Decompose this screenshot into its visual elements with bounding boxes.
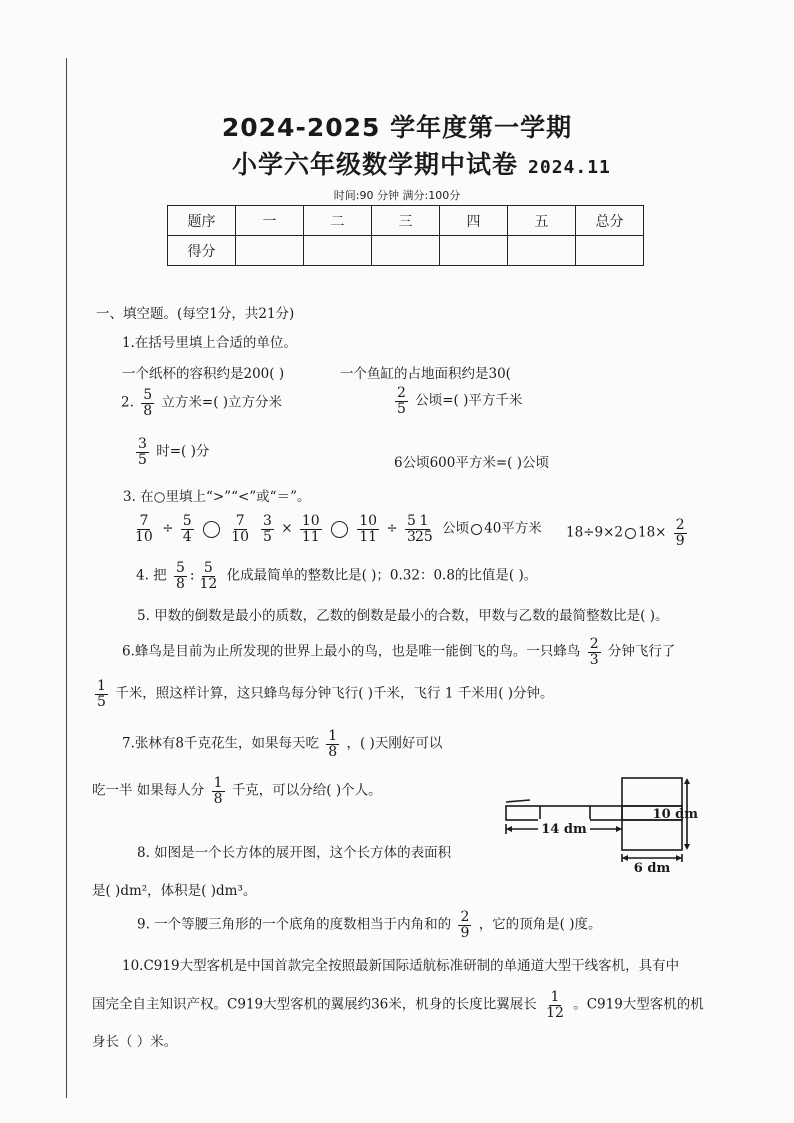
operator: ÷: [386, 520, 398, 537]
fraction: $\frac{1}{12}$: [546, 989, 564, 1021]
fraction: $\frac{5}{12}$: [199, 560, 218, 592]
q2-part-d: 6公顷600平方米=( )公顷: [394, 455, 549, 471]
expr-text: 18×: [637, 524, 667, 541]
q9: [137, 910, 602, 940]
fraction: $\frac{5}{4}$: [182, 513, 192, 545]
q2-part-c: [133, 437, 209, 467]
section-heading: 一、填空题。(每空1分，共21分): [96, 306, 295, 322]
fraction: $\frac{7}{10}$: [135, 513, 153, 545]
compare-circle[interactable]: [331, 521, 348, 538]
compare-circle[interactable]: [203, 521, 220, 538]
label-length: 14 dm: [541, 822, 587, 837]
q10-text: 。C919大型客机的机: [573, 996, 704, 1013]
q5: 5. 甲数的倒数是最小的质数，乙数的倒数是最小的合数，甲数与乙数的最简整数比是( )。: [137, 608, 669, 624]
score-table: [167, 205, 644, 266]
q6-text: 千米，照这样计算，这只蜂鸟每分钟飞行( )千米，飞行 1 千米用( )分钟。: [115, 685, 554, 702]
q2-number: 2.: [121, 394, 134, 411]
q6-text: 6.蜂鸟是目前为止所发现的世界上最小的鸟，也是唯一能倒飞的鸟。一只蜂鸟: [122, 643, 581, 660]
unit-text: 40平方米: [484, 520, 542, 537]
fraction: $\frac{5}{8}$: [175, 560, 185, 592]
q10-line3: 身长（ ）米。: [92, 1034, 178, 1050]
q2-text: 时=( )分: [156, 443, 210, 460]
q10-text: 国完全自主知识产权。C919大型客机的翼展约36米，机身的长度比翼展长: [92, 996, 537, 1013]
colon: :: [189, 567, 195, 584]
exam-title-text: 小学六年级数学期中试卷: [232, 150, 519, 179]
q7-text: ，( )天刚好可以: [346, 735, 443, 752]
fraction: $\frac{10}{11}$: [301, 513, 320, 545]
q7-text: 7.张林有8千克花生，如果每天吃: [122, 735, 319, 752]
q3-expr-2: [258, 514, 421, 544]
compare-circle[interactable]: [471, 524, 482, 535]
fraction: $\frac{1}{8}$: [328, 728, 338, 760]
score-table-header-row: [168, 206, 644, 236]
q6-line2: [92, 679, 554, 709]
q2-part-a: [121, 388, 282, 418]
score-input-cell[interactable]: [440, 236, 508, 266]
label-width: 6 dm: [633, 861, 671, 874]
q6-text: 分钟飞行了: [607, 643, 676, 660]
fraction: $\frac{2}{5}$: [397, 385, 406, 417]
score-input-cell[interactable]: [576, 236, 644, 266]
operator: ÷: [162, 520, 174, 537]
q2-part-b: [392, 386, 522, 416]
q1-title: 1.在括号里填上合适的单位。: [122, 335, 297, 351]
score-cell: 三: [372, 206, 440, 236]
operator: ×: [281, 520, 293, 537]
score-cell: 四: [440, 206, 508, 236]
q10-line1: 10.C919大型客机是中国首款完全按照最新国际适航标准研制的单通道大型干线客机，具有中: [122, 958, 680, 974]
q3-title: 3. 在○里填上“>”“<”或“＝”。: [123, 489, 311, 505]
score-cell: 题序: [168, 206, 236, 236]
q2-text: 立方米=( )立方分米: [161, 394, 283, 411]
q9-text: 9. 一个等腰三角形的一个底角的度数相当于内角和的: [137, 916, 452, 933]
fraction: $\frac{3}{5}$: [263, 513, 272, 545]
q7-text: 千克，可以分给( )个人。: [231, 782, 382, 799]
q6-line1: [122, 637, 675, 667]
net-strip: [506, 806, 622, 820]
net-face-top: [622, 778, 682, 806]
exam-title: [232, 145, 611, 181]
net-face-bottom: [622, 820, 682, 850]
fraction: $\frac{2}{3}$: [589, 636, 599, 668]
expr-text: 18÷9×2: [566, 524, 623, 541]
label-height: 10 dm: [652, 807, 698, 822]
fraction: $\frac{7}{10}$: [231, 513, 250, 545]
q8-line2: 是( )dm²，体积是( )dm³。: [92, 883, 257, 899]
q4: [136, 561, 537, 591]
q4-text: 4. 把: [136, 567, 167, 584]
score-input-cell[interactable]: [372, 236, 440, 266]
fraction: $\frac{2}{9}$: [460, 909, 470, 941]
fraction: $\frac{5}{8}$: [143, 387, 153, 419]
q7-line1: [122, 729, 442, 759]
q10-line2: [92, 990, 704, 1020]
score-cell: 得分: [168, 236, 236, 266]
q1-part-b: 一个鱼缸的占地面积约是30(: [340, 366, 511, 382]
score-cell: 一: [236, 206, 304, 236]
score-cell: 二: [304, 206, 372, 236]
score-input-cell[interactable]: [236, 236, 304, 266]
score-input-cell[interactable]: [304, 236, 372, 266]
q3-expr-1: [130, 514, 254, 544]
fraction: $\frac{2}{9}$: [675, 517, 685, 549]
q2-text: 公顷=( )平方千米: [415, 392, 523, 409]
exam-title-year: 2024-2025 学年度第一学期: [221, 113, 573, 142]
q1-part-a: 一个纸杯的容积约是200( ): [122, 366, 285, 382]
q7-line2: [92, 776, 382, 806]
cuboid-net-diagram: [500, 774, 700, 874]
q3-expr-3: [410, 514, 542, 544]
q9-text: ，它的顶角是( )度。: [478, 916, 602, 933]
exam-meta: 时间:90 分钟 满分:100分: [333, 189, 461, 202]
fraction: $\frac{10}{11}$: [359, 513, 378, 545]
score-input-cell[interactable]: [508, 236, 576, 266]
q4-text: 化成最简单的整数比是( )；0.32：0.8的比值是( )。: [226, 567, 538, 584]
exam-date: 2024.11: [528, 157, 611, 178]
score-cell: 五: [508, 206, 576, 236]
compare-circle[interactable]: [625, 528, 636, 539]
score-cell: 总分: [576, 206, 644, 236]
fraction: $\frac{3}{5}$: [138, 436, 147, 468]
binding-margin-line: [66, 58, 67, 1098]
fraction: $\frac{1}{5}$: [97, 678, 106, 710]
fraction: $\frac{1}{8}$: [213, 775, 223, 807]
q8-line1: 8. 如图是一个长方体的展开图，这个长方体的表面积: [137, 845, 452, 861]
fraction: $\frac{5}{3}$: [406, 513, 416, 545]
unit-text: 公顷: [442, 520, 470, 537]
q3-expr-4: [566, 518, 690, 548]
fraction: $\frac{1}{25}$: [415, 513, 433, 545]
score-table-score-row: [168, 236, 644, 266]
q7-text: 吃一半 如果每人分: [92, 782, 205, 799]
